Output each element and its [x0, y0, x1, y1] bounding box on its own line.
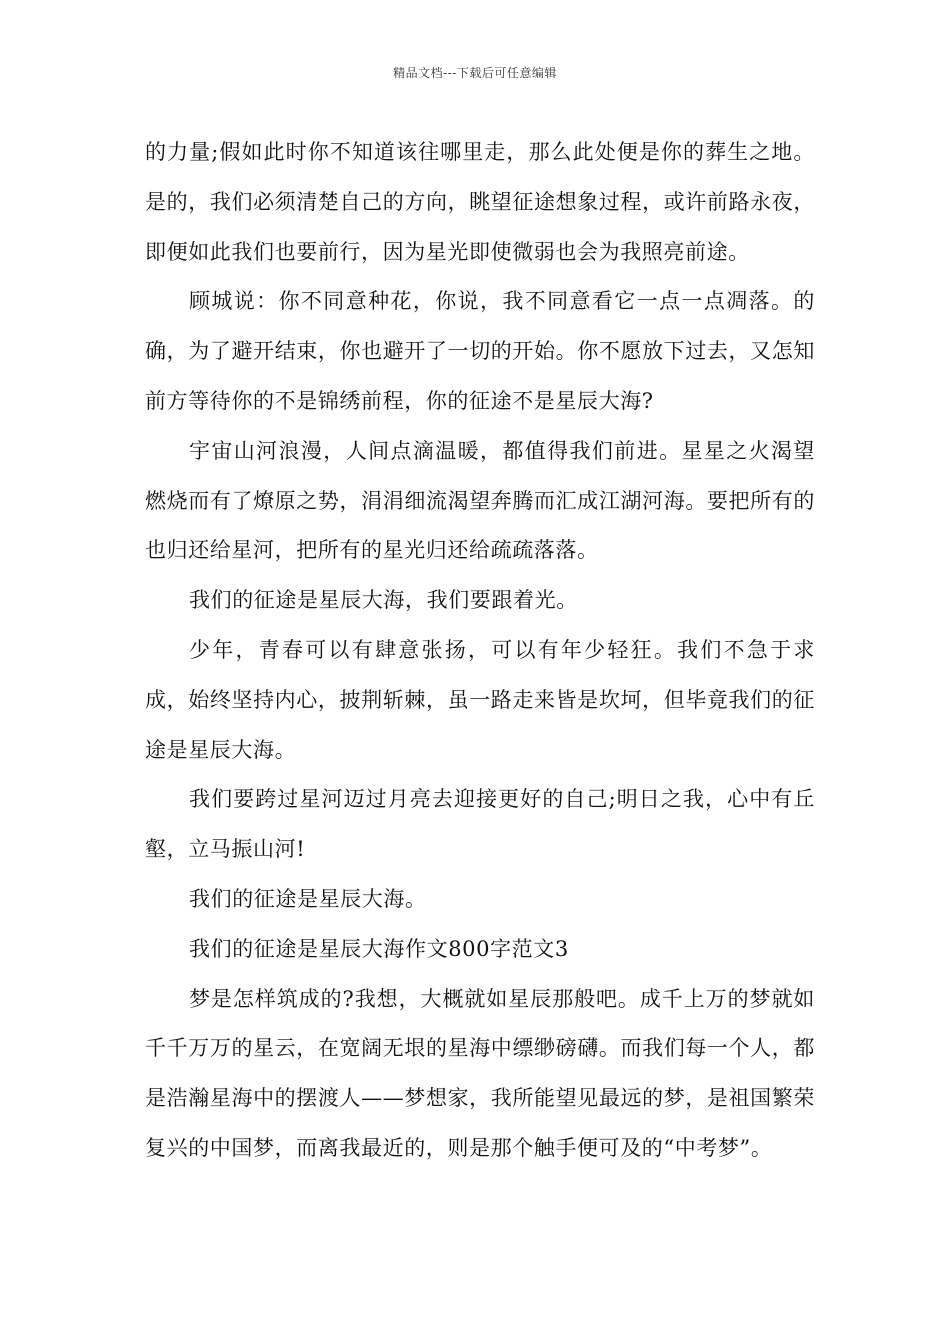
paragraph-6: 我们要跨过星河迈过月亮去迎接更好的自己;明日之我，心中有丘壑，立马振山河! — [145, 787, 815, 862]
paragraph-3: 宇宙山河浪漫，人间点滴温暖，都值得我们前进。星星之火渴望燃烧而有了燎原之势，涓涓细流渴望奔腾而汇成江湖河海。要把所有的也归还给星河，把所有的星光归还给疏疏落落。 — [145, 438, 815, 563]
paragraph-8: 梦是怎样筑成的?我想，大概就如星辰那般吧。成千上万的梦就如千千万万的星云，在宽阔无垠的星海中缥缈磅礴。而我们每一个人，都是浩瀚星海中的摆渡人——梦想家，我所能望见最远的梦，是祖国繁荣复兴的中国梦，而离我最近的，则是那个触手便可及的“中考梦”。 — [145, 986, 815, 1160]
page-header: 精品文档---下载后可任意编辑 — [393, 66, 557, 80]
paragraph-7: 我们的征途是星辰大海。 — [189, 886, 427, 911]
paragraph-1: 的力量;假如此时你不知道该往哪里走，那么此处便是你的葬生之地。是的，我们必须清楚自己的方向，眺望征途想象过程，或许前路永夜，即便如此我们也要前行，因为星光即使微弱也会为我照亮前途。 — [145, 140, 815, 264]
paragraph-2: 顾城说：你不同意种花，你说，我不同意看它一点一点凋落。的确，为了避开结束，你也避开了一切的开始。你不愿放下过去，又怎知前方等待你的不是锦绣前程，你的征途不是星辰大海? — [145, 289, 815, 413]
section-heading: 我们的征途是星辰大海作文800字范文3 — [189, 936, 569, 961]
paragraph-4: 我们的征途是星辰大海，我们要跟着光。 — [189, 588, 578, 613]
body-text — [145, 128, 815, 1174]
paragraph-5: 少年，青春可以有肆意张扬，可以有年少轻狂。我们不急于求成，始终坚持内心，披荆斩棘，虽一路走来皆是坎坷，但毕竟我们的征途是星辰大海。 — [145, 637, 815, 762]
